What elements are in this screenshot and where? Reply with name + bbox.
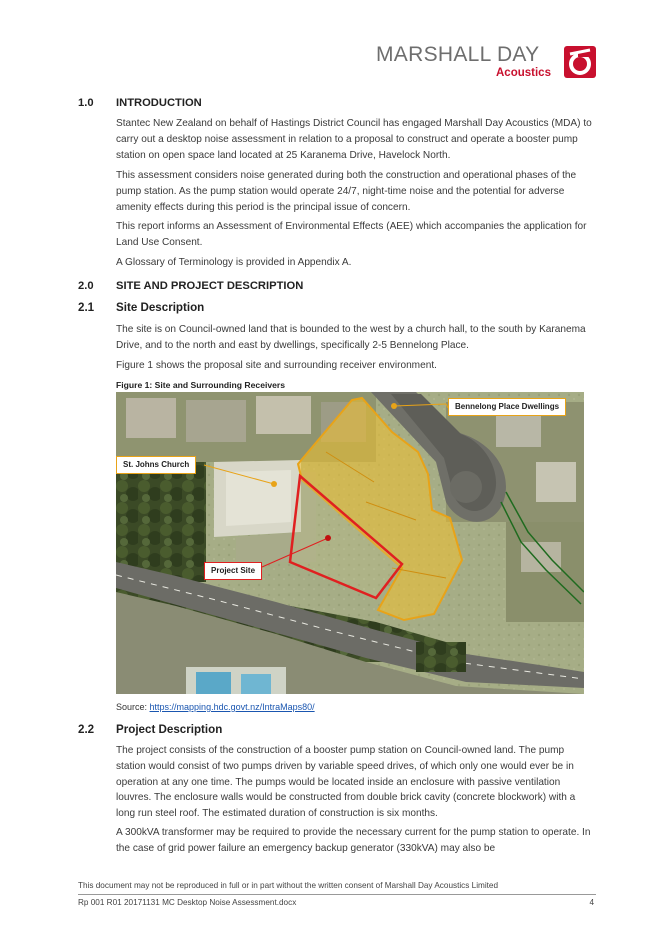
source-prefix: Source: (116, 702, 150, 712)
source-link[interactable]: https://mapping.hdc.govt.nz/IntraMaps80/ (149, 702, 315, 712)
site-aerial-map (116, 392, 584, 694)
logo-mark-icon (564, 46, 596, 78)
section-number: 2.0 (78, 280, 94, 292)
paragraph-site-1: The site is on Council-owned land that is bounded to the west by a church hall, to the south by Karanema Drive, and to the north and east by dwellings, specifically 2-5 Bennelong Place. (116, 324, 586, 351)
company-logo (376, 42, 598, 82)
subsection-number: 2.2 (78, 723, 95, 736)
paragraph-site-2: Figure 1 shows the proposal site and surrounding receiver environment. (116, 360, 437, 371)
figure-caption: Figure 1: Site and Surrounding Receivers (116, 380, 286, 390)
paragraph-intro-2: This assessment considers noise generated during both the construction and operational phases of the pump station. As the pump station would operate 24/7, night-time noise and the potential for adverse amenity effects during this period is the principal issue of concern. (116, 170, 577, 213)
subsection-number: 2.1 (78, 301, 95, 314)
footer-copyright-note: This document may not be reproduced in full or in part without the written consent of Marshall Day Acoustics Limited (78, 881, 499, 890)
subsection-title: Site Description (116, 301, 205, 314)
label-project-site: Project Site (204, 562, 262, 580)
section-number: 1.0 (78, 97, 94, 109)
subsection-title: Project Description (116, 723, 223, 736)
paragraph-project-2: A 300kVA transformer may be required to provide the necessary current for the pump station to operate. In the case of grid power failure an emergency backup generator (330kVA) may also be (116, 827, 591, 854)
paragraph-intro-1: Stantec New Zealand on behalf of Hastings District Council has engaged Marshall Day Acoustics (MDA) to carry out a desktop noise assessment in relation to a proposal to construct and operate a booster pump station on open space land located at 25 Karanema Drive, Havelock North. (116, 118, 592, 161)
paragraph-intro-4: A Glossary of Terminology is provided in Appendix A. (116, 257, 352, 268)
paragraph-intro-3: This report informs an Assessment of Environmental Effects (AEE) which accompanies the application for Land Use Consent. (116, 221, 587, 248)
footer-document-name: Rp 001 R01 20171131 MC Desktop Noise Assessment.docx (78, 898, 297, 907)
aerial-photo (116, 392, 584, 694)
label-bennelong-dwellings: Bennelong Place Dwellings (448, 398, 566, 416)
section-title: INTRODUCTION (116, 97, 202, 109)
section-title: SITE AND PROJECT DESCRIPTION (116, 280, 304, 292)
logo-subtitle: Acoustics (496, 67, 551, 79)
figure-source (116, 701, 315, 713)
label-st-johns-church: St. Johns Church (116, 456, 196, 474)
footer-divider (78, 894, 596, 895)
footer-page-number: 4 (589, 898, 594, 907)
paragraph-project-1: The project consists of the construction of a booster pump station on Council-owned land. The pump station would consist of two pumps driven by variable speed drives, of which only one would ever be in operation at any one time. The pumps would be located inside an enclosure with passive ventilation louvres. The enclosure walls would be constructed from double brick cavity (concrete blockwork) with a long run steel roof. The estimated duration of construction is six months. (116, 745, 576, 820)
logo-wordmark: MARSHALL DAY (376, 43, 540, 66)
